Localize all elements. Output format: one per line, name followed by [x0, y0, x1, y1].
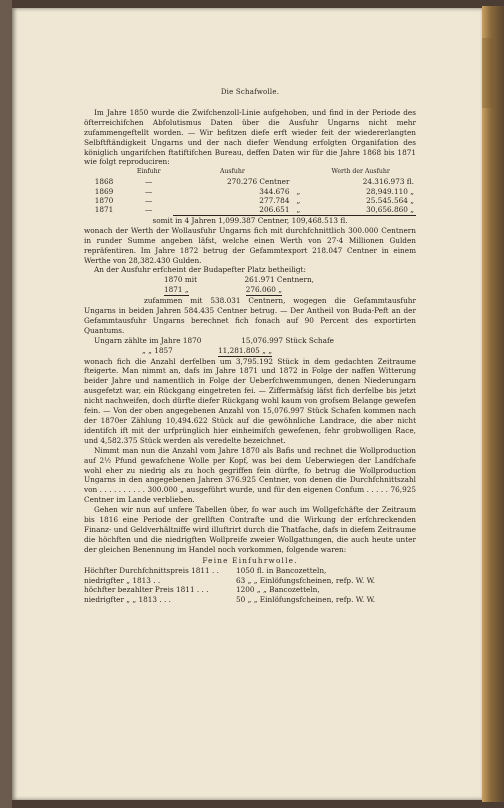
werth: 28,949.110 „: [366, 186, 414, 196]
year: 1869: [94, 186, 114, 196]
ausfuhr: 344.676: [259, 186, 290, 196]
list-item: höchfter bezahlter Preis 1811 . . . 1200 „ „ Bancozetteln,: [84, 585, 320, 595]
intro-paragraph: Im Jahre 1850 wurde die Zwifchenzoll-Linie aufgehoben, und find in der Periode des öfterreichifchen Abfolutismus Daten über die Ausfuhr Ungarns nicht mehr zufammengeftellt worden. — Wir befitzen diefe erft wieder feit der wiedererlangten Selbftftändigkeit Ungarns und der nach diefer Wendung erfolgten Organifation des königlich ungarifchen ftatiftifchen Bureau, deffen Daten wir für die Jahre 1868 bis 1871 wie folgt reproduciren:: [84, 107, 416, 167]
list-item: niedrigfter „ „ 1813 . . . 50 „ „ Einlöfungsfcheinen, refp. W. W.: [84, 595, 376, 605]
year: 1870: [94, 196, 114, 206]
year: 1871: [94, 205, 114, 215]
sheep-count: [84, 336, 416, 357]
list-item: Höchfter Durchfchnittspreis 1811 . . 1050 fl. in Bancozetteln,: [84, 565, 327, 575]
table-total: somit in 4 Jahren 1,099.387 Centner, 109,468.513 fl.: [152, 215, 348, 225]
list-item: Ungarn zählte im Jahre 1870 15,076.997 Stück Schafe: [94, 335, 334, 345]
paragraph-3: An der Ausfuhr erfcheint der Budapefter Platz betheiligt:: [94, 265, 306, 275]
export-table: [84, 167, 416, 216]
einfuhr: —: [145, 196, 153, 206]
einfuhr: —: [145, 177, 153, 187]
ausfuhr: 206.651: [173, 205, 291, 215]
running-head: Die Schafwolle.: [220, 88, 280, 96]
paragraph-7: Gehen wir nun auf unfere Tabellen über, fo war auch im Wollgefchäfte der Zeitraum bis 1816 eine Periode der grellften Contrafte und die Wirkung der erfchreckenden Finanz- und Geldverhältniffe wird illuftrirt durch die Thatfache, dafs in diefem Zeitraume die höchften und die niedrigften Wollpreife zweier Wollgattungen, die auch heute unter der gleichen Benennung im Handel noch vorkommen, folgende waren:: [84, 505, 416, 554]
paragraph-2: wonach der Werth der Wollausfuhr Ungarns fich mit durchfchnittlich 300.000 Centnern in runder Summe angeben läfst, welche einen Werth von 27·4 Millionen Gulden repräfentiren. Im Jahre 1872 betrug der Gefammtexport 218.047 Centner in einem Werthe von 28,382.430 Gulden.: [84, 225, 416, 265]
einfuhr: —: [145, 205, 153, 215]
budapest-list: [84, 275, 416, 296]
werth: 25.545.564 „: [366, 196, 414, 206]
list-item: niedrigfter „ 1813 . . 63 „ „ Einlöfungsfcheinen, refp. W. W.: [84, 575, 376, 585]
table-row: [84, 177, 416, 186]
paragraph-5: wonach fich die Anzahl derfelben um 3,795.192 Stück in dem gedachten Zeitraume fteigerte. Man nimmt an, dafs im Jahre 1871 und 1872 in Folge der naffen Witterung beider Jahre und namentlich in Folge der Ueberfchwemmungen, denen Niederungarn ausgefetzt war, ein Rückgang eingetreten fei. — Ziffermäfsig läfst fich derfelbe bis jetzt nicht nachweifen, doch dürfte diefer Rückgang wohl kaum von grofsem Belange gewefen fein. — Von der oben angegebenen Anzahl von 15,076.997 Stück Schafen kommen nach der 1870er Zählung 10,494.622 Stück auf die gewöhnliche Landrace, die aber nicht identifch ift mit der urfprünglich hier einheimifch gewefenen, fehr grobwolligen Race, und 4,582.375 Stück werden als veredelte bezeichnet.: [84, 356, 416, 445]
einfuhr: —: [145, 186, 153, 196]
ausfuhr: 270.276 Centner: [226, 177, 290, 187]
col-einfuhr: Einfuhr: [136, 168, 161, 176]
ditto: [291, 177, 305, 186]
table-row: [84, 205, 416, 215]
list-item: „ „ 1857 11,281.805 „ „: [142, 345, 272, 355]
werth: 30,656.860 „: [305, 205, 416, 215]
table-row: [84, 196, 416, 205]
price-list: [84, 566, 416, 606]
year: 1868: [94, 177, 114, 187]
table-header: [84, 167, 416, 177]
page-edge-right: [482, 6, 504, 802]
list-item: 1870 mit 261.971 Centnern,: [164, 275, 314, 285]
ausfuhr: 277.784: [259, 196, 290, 206]
table-row: [84, 187, 416, 196]
col-ausfuhr: Ausfuhr: [219, 168, 245, 176]
list-item: 1871 „ 276.060 „: [164, 285, 282, 295]
ditto: „: [296, 186, 301, 196]
cover-edge-left: [0, 0, 12, 808]
page-text: [84, 88, 416, 605]
ditto: „: [291, 205, 305, 215]
paragraph-4: zufammen mit 538.031 Centnern, wogegen die Gefammtausfuhr Ungarns in beiden Jahren 584.435 Centner betrug. — Der Antheil von Buda-Peft an der Gefammtausfuhr Ungarns berechnet fich fonach auf 90 Percent des exportirten Quantums.: [84, 296, 416, 335]
werth: 24.316.973 fl.: [362, 177, 414, 187]
col-werth: Werth der Ausfuhr: [331, 168, 390, 176]
prices-heading: Feine Einfuhrwolle.: [202, 555, 298, 565]
ditto: „: [296, 196, 301, 206]
paragraph-6: Nimmt man nun die Anzahl vom Jahre 1870 als Bafis und rechnet die Wollproduction auf 2½ Pfund gewafchene Wolle per Kopf, was bei dem Ueberwiegen der Landfchafe wohl eher zu niedrig als zu hoch gegriffen fein dürfte, fo betrug die Wollproduction Ungarns in den angegebenen Jahren 376.925 Centner, von denen die Durchfchnittszahl von . . . . . . . . . . 300.000 „ ausgeführt wurde, und für den eigenen Confum . . . . . 76,925 Centner im Lande verblieben.: [84, 445, 416, 505]
paper-stain: [482, 38, 494, 108]
